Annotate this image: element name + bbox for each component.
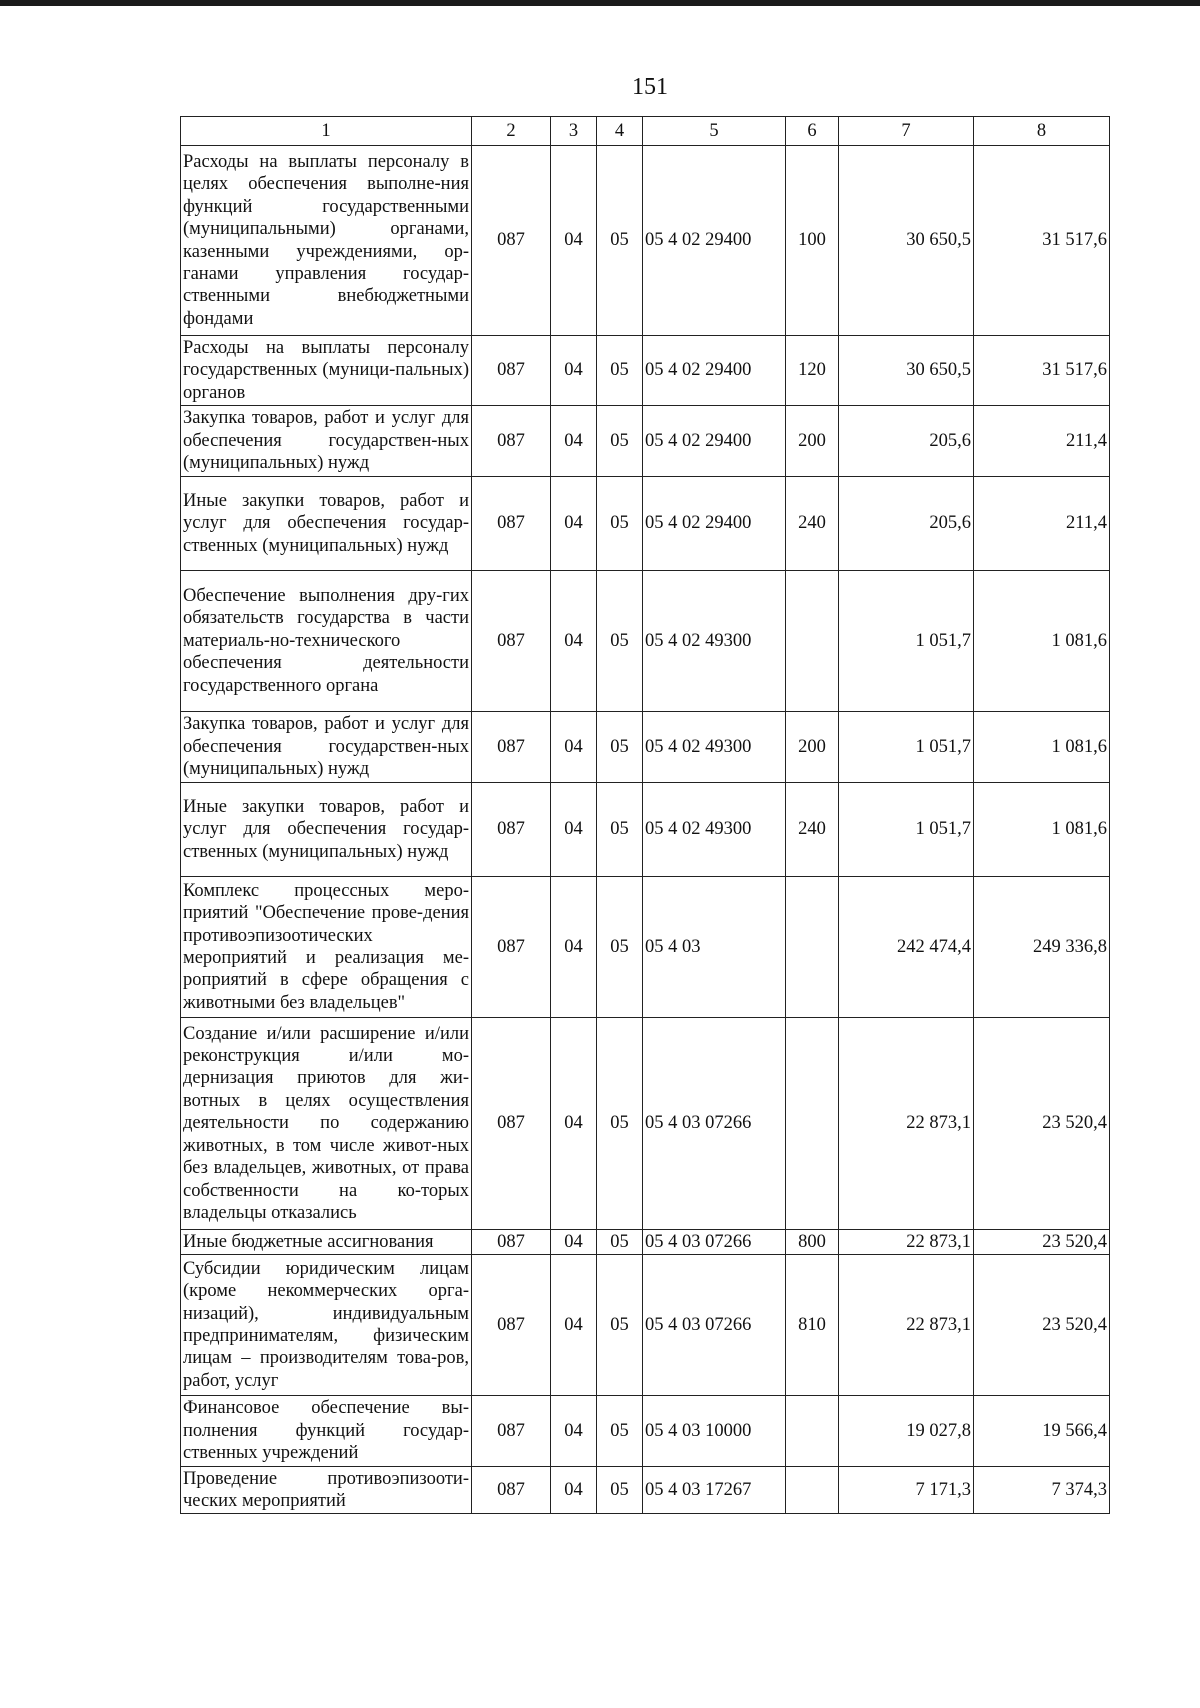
row-target-article: 05 4 03 07266 [643,1255,786,1396]
budget-table [180,116,1110,1514]
header-cell-5: 5 [643,117,786,146]
table-row [181,1255,1110,1396]
table-row [181,877,1110,1018]
row-name: Иные закупки товаров, работ и услуг для обеспечения государ-ственных (муниципальных) нужд [181,477,472,571]
row-ministry-code: 087 [472,1255,551,1396]
table-row [181,406,1110,477]
row-name: Расходы на выплаты персоналу в целях обеспечения выполне-ния функций государственными (муниципальными) органами, казенными учреждениями, ор-ганами управления государ-ственными внебюджетными фондами [181,146,472,336]
table-row [181,146,1110,336]
row-amount-col8: 23 520,4 [974,1230,1110,1255]
row-section: 04 [551,877,597,1018]
row-section: 04 [551,336,597,406]
row-expense-type: 100 [786,146,839,336]
row-ministry-code: 087 [472,571,551,712]
row-amount-col7: 7 171,3 [839,1467,974,1514]
header-cell-4: 4 [597,117,643,146]
row-section: 04 [551,1396,597,1467]
row-target-article: 05 4 02 29400 [643,406,786,477]
row-expense-type [786,1018,839,1230]
header-cell-1: 1 [181,117,472,146]
row-section: 04 [551,571,597,712]
row-name: Проведение противоэпизооти-ческих мероприятий [181,1467,472,1514]
row-subsection: 05 [597,877,643,1018]
row-expense-type [786,877,839,1018]
row-amount-col8: 23 520,4 [974,1018,1110,1230]
row-ministry-code: 087 [472,406,551,477]
row-ministry-code: 087 [472,1396,551,1467]
row-section: 04 [551,712,597,783]
row-subsection: 05 [597,712,643,783]
row-name: Создание и/или расширение и/или реконструкция и/или мо-дернизация приютов для жи-вотных в целях осуществления деятельности по содержанию животных, в том числе живот-ных без владельцев, животных, от права собственности на ко-торых владельцы отказались [181,1018,472,1230]
row-name: Иные закупки товаров, работ и услуг для обеспечения государ-ственных (муниципальных) нужд [181,783,472,877]
row-amount-col8: 1 081,6 [974,712,1110,783]
row-name: Субсидии юридическим лицам (кроме некоммерческих орга-низаций), индивидуальным предпринимателям, физическим лицам – производителям това-ров, работ, услуг [181,1255,472,1396]
row-name: Комплекс процессных меро-приятий "Обеспечение прове-дения противоэпизоотических мероприятий и реализация ме-роприятий в сфере обращения с животными без владельцев" [181,877,472,1018]
row-target-article: 05 4 02 29400 [643,336,786,406]
row-target-article: 05 4 02 29400 [643,146,786,336]
header-cell-8: 8 [974,117,1110,146]
row-ministry-code: 087 [472,477,551,571]
row-section: 04 [551,146,597,336]
row-subsection: 05 [597,1396,643,1467]
row-amount-col8: 31 517,6 [974,336,1110,406]
row-name: Расходы на выплаты персоналу государственных (муници-пальных) органов [181,336,472,406]
scan-top-border [0,0,1200,6]
row-subsection: 05 [597,406,643,477]
row-section: 04 [551,783,597,877]
row-amount-col7: 1 051,7 [839,571,974,712]
row-expense-type: 240 [786,477,839,571]
header-cell-2: 2 [472,117,551,146]
row-subsection: 05 [597,783,643,877]
row-ministry-code: 087 [472,1018,551,1230]
row-amount-col7: 22 873,1 [839,1230,974,1255]
row-name: Закупка товаров, работ и услуг для обеспечения государствен-ных (муниципальных) нужд [181,406,472,477]
header-row [181,117,1110,146]
row-amount-col8: 19 566,4 [974,1396,1110,1467]
row-name: Закупка товаров, работ и услуг для обеспечения государствен-ных (муниципальных) нужд [181,712,472,783]
row-subsection: 05 [597,477,643,571]
table-row [181,571,1110,712]
row-amount-col8: 249 336,8 [974,877,1110,1018]
table-row [181,336,1110,406]
row-section: 04 [551,406,597,477]
row-target-article: 05 4 03 10000 [643,1396,786,1467]
row-amount-col7: 1 051,7 [839,783,974,877]
row-target-article: 05 4 02 29400 [643,477,786,571]
row-target-article: 05 4 02 49300 [643,712,786,783]
row-amount-col8: 1 081,6 [974,571,1110,712]
row-subsection: 05 [597,1255,643,1396]
table-row [181,712,1110,783]
table-row [181,1230,1110,1255]
row-amount-col8: 211,4 [974,406,1110,477]
table-row [181,1467,1110,1514]
header-cell-7: 7 [839,117,974,146]
row-amount-col7: 22 873,1 [839,1255,974,1396]
row-amount-col7: 30 650,5 [839,146,974,336]
row-subsection: 05 [597,1467,643,1514]
row-target-article: 05 4 03 07266 [643,1018,786,1230]
row-amount-col8: 7 374,3 [974,1467,1110,1514]
row-expense-type: 200 [786,406,839,477]
row-amount-col7: 22 873,1 [839,1018,974,1230]
row-expense-type [786,571,839,712]
row-section: 04 [551,1230,597,1255]
row-name: Обеспечение выполнения дру-гих обязательств государства в части материаль-но-технического обеспечения деятельности государственного органа [181,571,472,712]
row-amount-col7: 19 027,8 [839,1396,974,1467]
header-cell-6: 6 [786,117,839,146]
row-ministry-code: 087 [472,336,551,406]
row-target-article: 05 4 02 49300 [643,571,786,712]
row-amount-col7: 30 650,5 [839,336,974,406]
row-target-article: 05 4 03 [643,877,786,1018]
row-ministry-code: 087 [472,712,551,783]
row-expense-type [786,1467,839,1514]
row-amount-col7: 1 051,7 [839,712,974,783]
row-ministry-code: 087 [472,783,551,877]
row-name: Финансовое обеспечение вы-полнения функций государ-ственных учреждений [181,1396,472,1467]
table-row [181,1018,1110,1230]
row-expense-type: 240 [786,783,839,877]
row-subsection: 05 [597,146,643,336]
row-subsection: 05 [597,571,643,712]
row-section: 04 [551,1018,597,1230]
row-target-article: 05 4 03 07266 [643,1230,786,1255]
row-amount-col8: 1 081,6 [974,783,1110,877]
row-expense-type: 200 [786,712,839,783]
row-amount-col8: 211,4 [974,477,1110,571]
row-amount-col7: 205,6 [839,406,974,477]
row-subsection: 05 [597,1018,643,1230]
row-ministry-code: 087 [472,1230,551,1255]
row-target-article: 05 4 03 17267 [643,1467,786,1514]
row-expense-type [786,1396,839,1467]
row-section: 04 [551,477,597,571]
row-expense-type: 800 [786,1230,839,1255]
row-amount-col7: 242 474,4 [839,877,974,1018]
row-amount-col8: 23 520,4 [974,1255,1110,1396]
header-cell-3: 3 [551,117,597,146]
row-target-article: 05 4 02 49300 [643,783,786,877]
row-expense-type: 120 [786,336,839,406]
table-row [181,783,1110,877]
table-row [181,1396,1110,1467]
row-name: Иные бюджетные ассигнования [181,1230,472,1255]
table-row [181,477,1110,571]
row-ministry-code: 087 [472,1467,551,1514]
row-section: 04 [551,1255,597,1396]
row-ministry-code: 087 [472,146,551,336]
row-ministry-code: 087 [472,877,551,1018]
row-amount-col8: 31 517,6 [974,146,1110,336]
row-subsection: 05 [597,1230,643,1255]
row-expense-type: 810 [786,1255,839,1396]
row-section: 04 [551,1467,597,1514]
row-amount-col7: 205,6 [839,477,974,571]
row-subsection: 05 [597,336,643,406]
page-number: 151 [632,74,668,100]
